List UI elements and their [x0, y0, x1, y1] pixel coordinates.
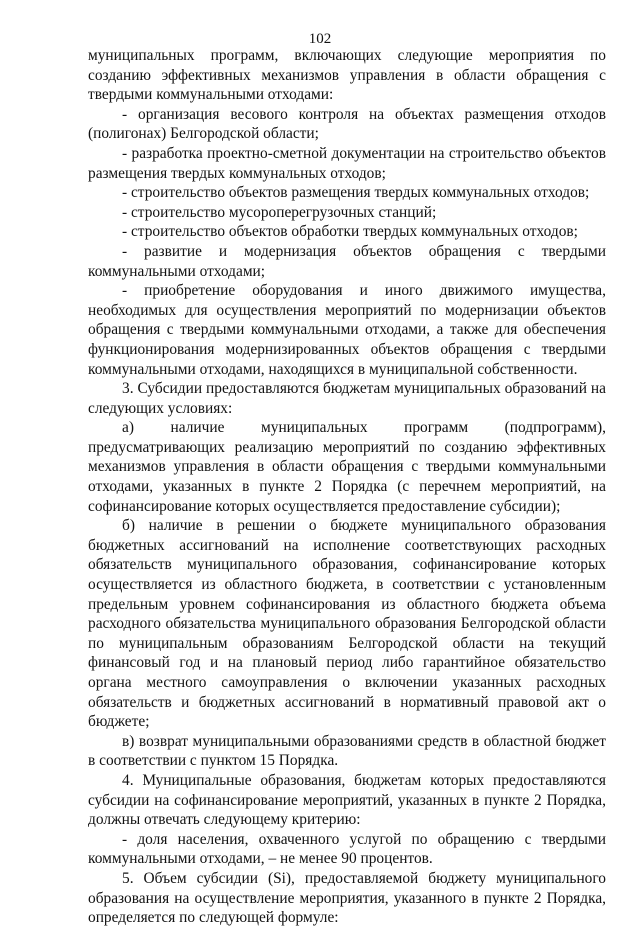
- list-item-weight-control: - организация весового контроля на объектах размещения отходов (полигонах) Белгородской области;: [88, 105, 606, 143]
- condition-b: б) наличие в решении о бюджете муниципального образования бюджетных ассигнований на исполнение соответствующих расходных обязательств муниципального образования, софинансирование которых осуществляется из областного бюджета, в соответствии с установленным предельным уровнем софинансирования из областного бюджета объема расходного обязательства муниципального образования Белгородской области по муниципальным образованиям Белгородской области на текущий финансовый год и на плановый период либо гарантийное обязательство органа местного самоуправления о включении указанных расходных обязательств и бюджетных ассигнований в нормативный правовой акт о бюджете;: [88, 517, 606, 731]
- section-3-conditions: 3. Субсидии предоставляются бюджетам муниципальных образований на следующих условиях:: [88, 380, 606, 417]
- paragraph-continuation: муниципальных программ, включающих следующие мероприятия по созданию эффективных механизмов управления в области обращения с твердыми коммунальными отходами:: [88, 47, 606, 104]
- list-item-placement-facilities: - строительство объектов размещения твердых коммунальных отходов;: [122, 184, 590, 202]
- section-4-criteria: 4. Муниципальные образования, бюджетам которых предоставляются субсидии на софинансирование мероприятий, указанных в пункте 2 Порядка, должны отвечать следующему критерию:: [88, 771, 606, 829]
- section-5-subsidy-formula: 5. Объем субсидии (Si), предоставляемой бюджету муниципального образования на осуществление мероприятия, указанного в пункте 2 Порядка, определяется по следующей формуле:: [88, 869, 606, 927]
- list-item-design-documentation: - разработка проектно-сметной документации на строительство объектов размещения твердых коммунальных отходов;: [88, 144, 606, 182]
- list-item-equipment-purchase: - приобретение оборудования и иного движимого имущества, необходимых для осуществления мероприятий по модернизации объектов обращения с твердыми коммунальными отходами, а также для обеспечения функционирования модернизированных объектов обращения с твердыми коммунальными отходами, находящихся в муниципальной собственности.: [88, 282, 606, 378]
- condition-c: в) возврат муниципальными образованиями средств в областной бюджет в соответствии с пунктом 15 Порядка.: [88, 732, 606, 770]
- condition-a: а) наличие муниципальных программ (подпрограмм), предусматривающих реализацию мероприятий по созданию эффективных механизмов управления в области обращения с твердыми коммунальными отходами, указанных в пункте 2 Порядка (с перечнем мероприятий, на софинансирование которых осуществляется предоставление субсидии);: [88, 419, 606, 515]
- list-item-transfer-stations: - строительство мусороперегрузочных станций;: [122, 203, 437, 221]
- document-body: [88, 46, 606, 928]
- list-item-modernization: - развитие и модернизация объектов обращения с твердыми коммунальными отходами;: [88, 242, 606, 280]
- list-item-processing-facilities: - строительство объектов обработки твердых коммунальных отходов;: [122, 223, 578, 241]
- criterion-population-share: - доля населения, охваченного услугой по обращению с твердыми коммунальными отходами, – не менее 90 процентов.: [88, 830, 606, 868]
- page-number: 102: [308, 31, 332, 47]
